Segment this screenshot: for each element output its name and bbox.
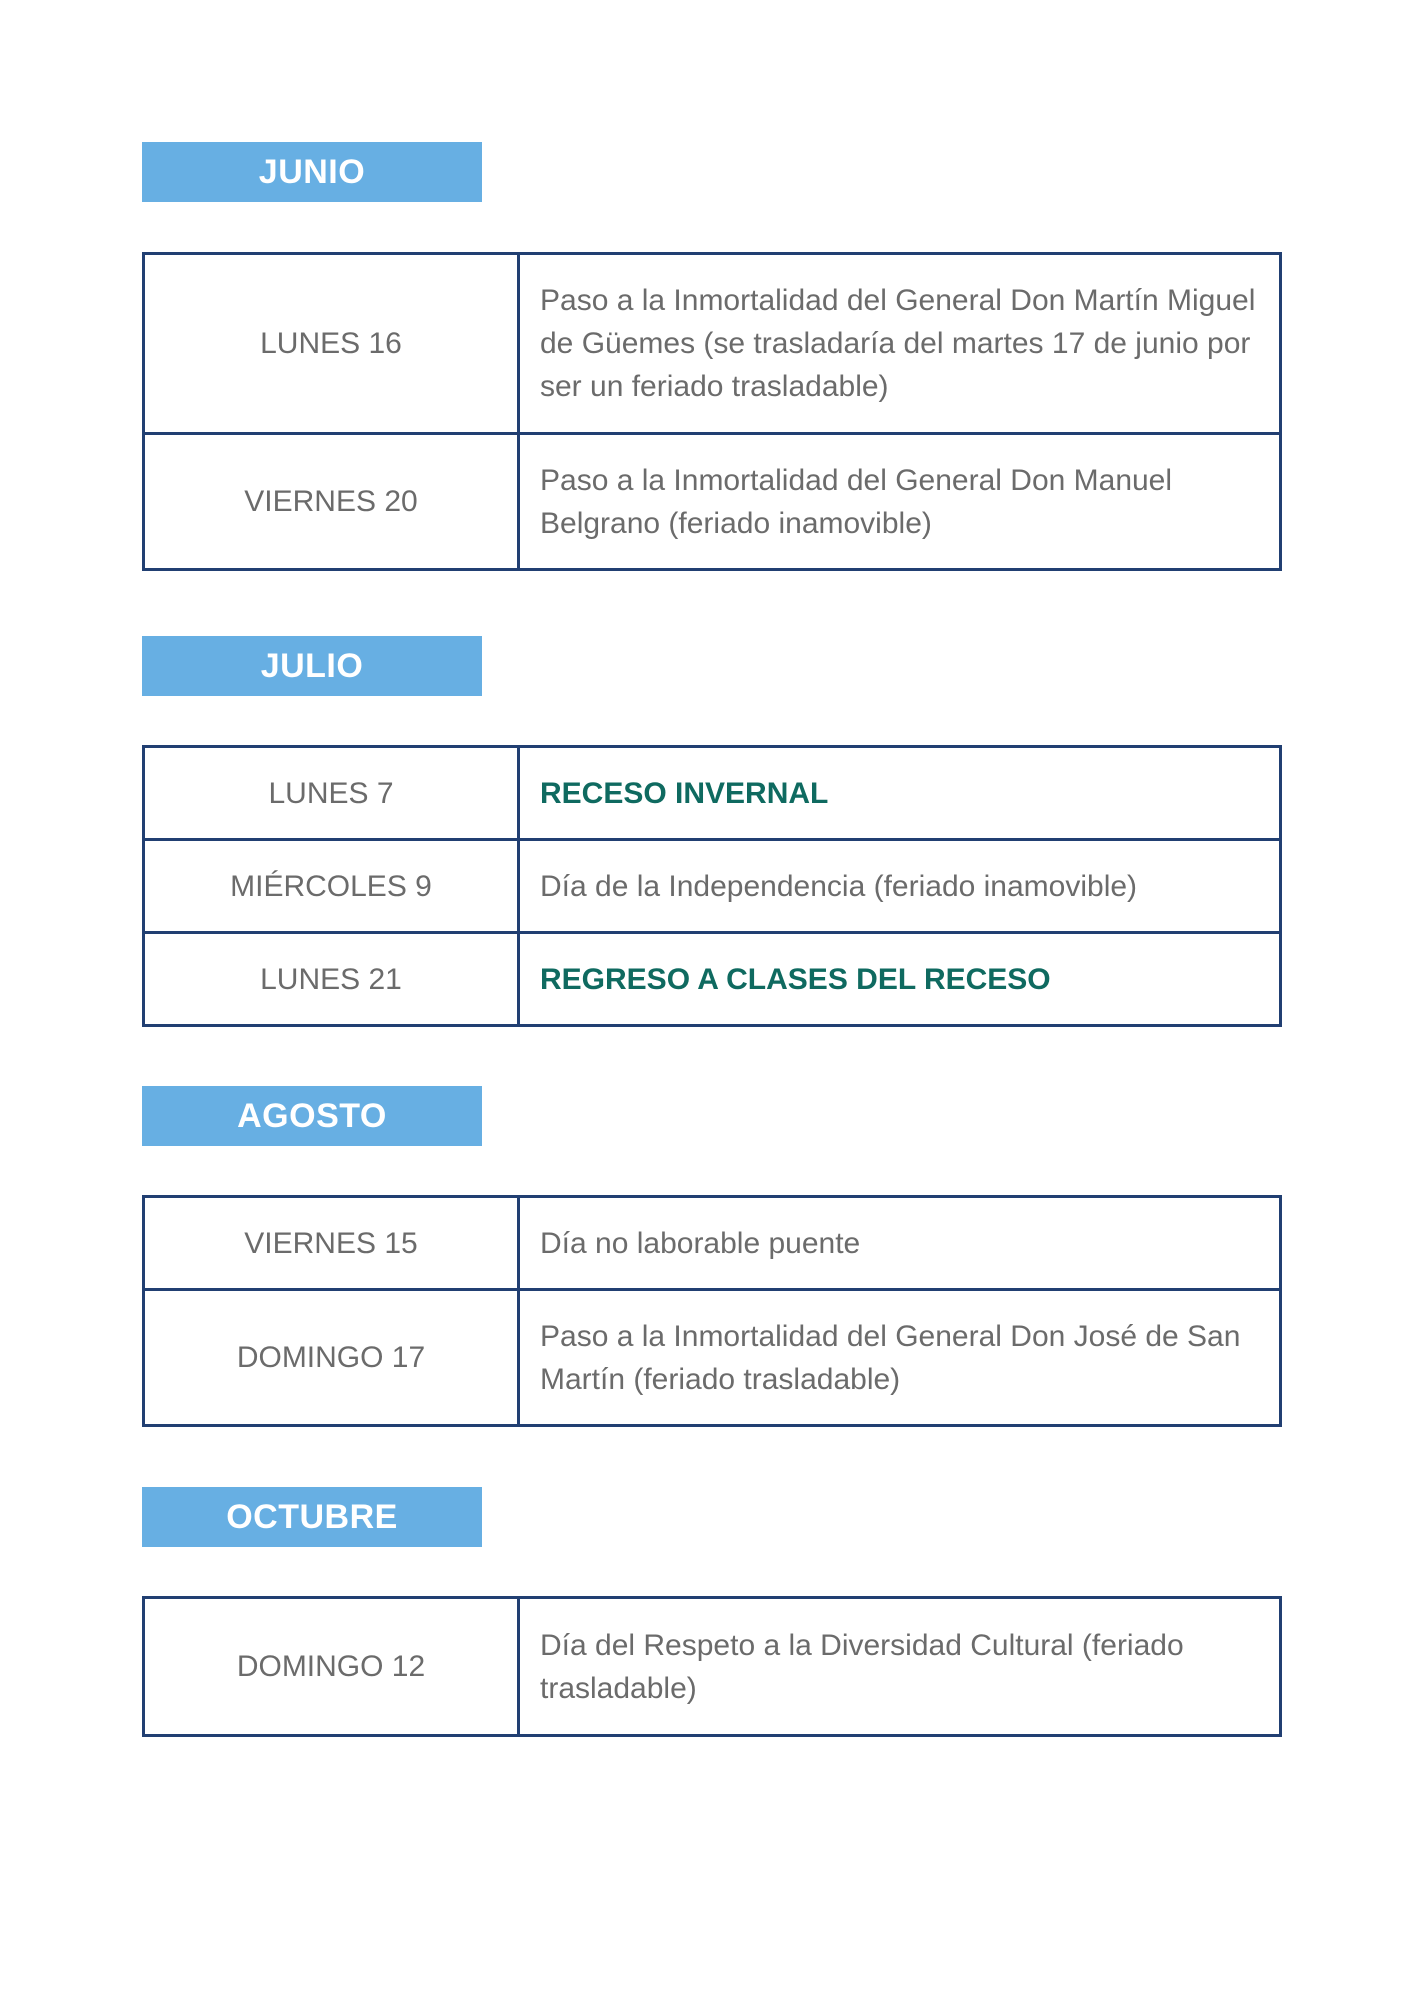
calendar-table-julio [142,745,1282,1027]
table-row [144,840,1281,933]
description-cell: Paso a la Inmortalidad del General Don Manuel Belgrano (feriado inamovible) [519,434,1281,570]
description-cell: Paso a la Inmortalidad del General Don Martín Miguel de Güemes (se trasladaría del martes 17 de junio por ser un feriado trasladable) [519,254,1281,434]
description-cell: Paso a la Inmortalidad del General Don José de San Martín (feriado trasladable) [519,1290,1281,1426]
table-row [144,254,1281,434]
description-cell: Día de la Independencia (feriado inamovible) [519,840,1281,933]
table-row [144,1290,1281,1426]
month-header-julio: JULIO [142,636,482,696]
description-cell-highlight: RECESO INVERNAL [519,747,1281,840]
description-cell: Día no laborable puente [519,1197,1281,1290]
day-cell: DOMINGO 12 [144,1598,519,1736]
month-header-junio: JUNIO [142,142,482,202]
calendar-table-junio [142,252,1282,571]
table-row [144,1598,1281,1736]
description-cell-highlight: REGRESO A CLASES DEL RECESO [519,933,1281,1026]
table-row [144,747,1281,840]
month-header-agosto: AGOSTO [142,1086,482,1146]
table-row [144,1197,1281,1290]
day-cell: VIERNES 15 [144,1197,519,1290]
table-row [144,933,1281,1026]
day-cell: LUNES 7 [144,747,519,840]
day-cell: LUNES 21 [144,933,519,1026]
day-cell: DOMINGO 17 [144,1290,519,1426]
table-row [144,434,1281,570]
day-cell: VIERNES 20 [144,434,519,570]
day-cell: MIÉRCOLES 9 [144,840,519,933]
day-cell: LUNES 16 [144,254,519,434]
description-cell: Día del Respeto a la Diversidad Cultural (feriado trasladable) [519,1598,1281,1736]
calendar-table-agosto [142,1195,1282,1427]
calendar-table-octubre [142,1596,1282,1737]
month-header-octubre: OCTUBRE [142,1487,482,1547]
